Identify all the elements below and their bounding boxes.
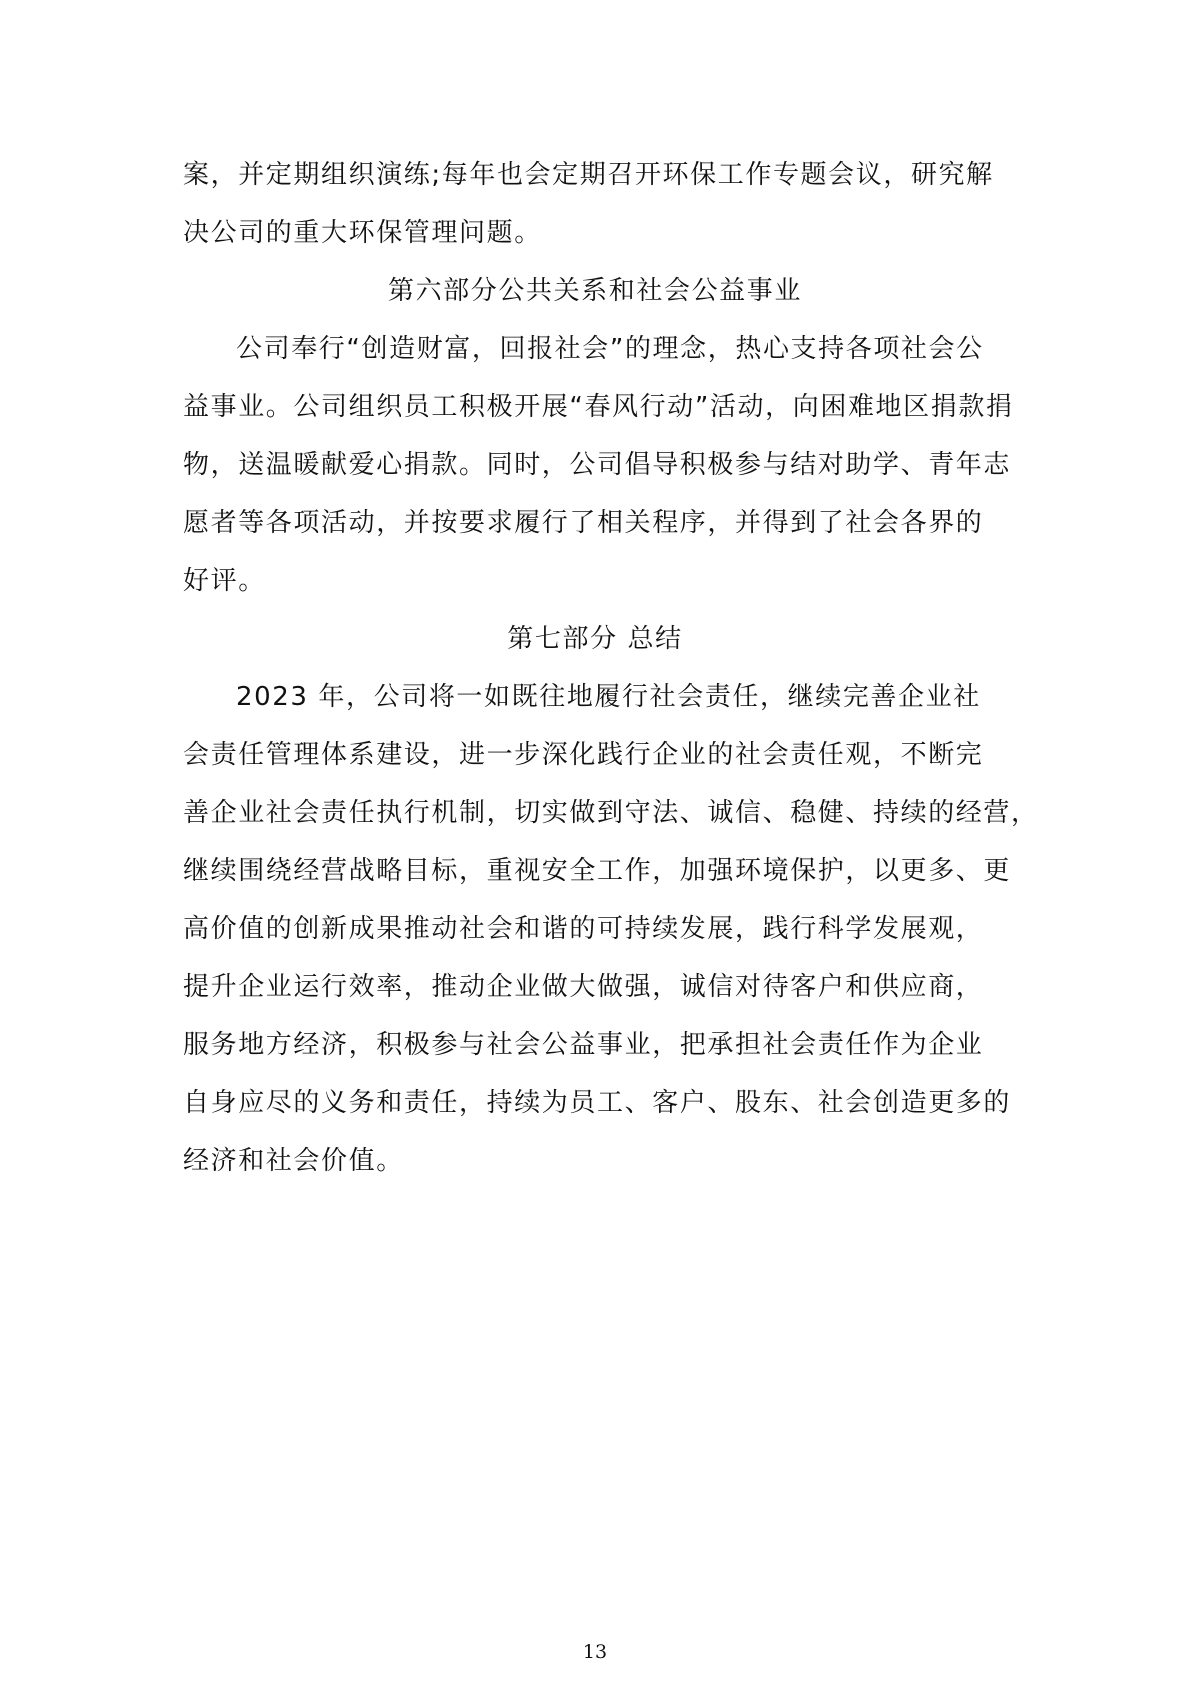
paragraph-line: 2023 年，公司将一如既往地履行社会责任，继续完善企业社	[236, 682, 981, 712]
paragraph-line: 提升企业运行效率，推动企业做大做强，诚信对待客户和供应商，	[183, 972, 984, 1002]
paragraph-line: 案，并定期组织演练;每年也会定期召开环保工作专题会议，研究解	[183, 160, 994, 190]
paragraph-line: 善企业社会责任执行机制，切实做到守法、诚信、稳健、持续的经营，	[183, 798, 1039, 828]
paragraph-line: 高价值的创新成果推动社会和谐的可持续发展，践行科学发展观，	[183, 914, 984, 944]
paragraph-line: 会责任管理体系建设，进一步深化践行企业的社会责任观，不断完	[183, 740, 984, 770]
page-number: 13	[582, 1641, 608, 1663]
paragraph-line: 自身应尽的义务和责任，持续为员工、客户、股东、社会创造更多的	[183, 1088, 1012, 1118]
paragraph-line: 继续围绕经营战略目标，重视安全工作，加强环境保护，以更多、更	[183, 856, 1012, 886]
paragraph-line: 益事业。公司组织员工积极开展“春风行动”活动，向困难地区捐款捐	[183, 392, 1014, 422]
paragraph-line: 好评。	[183, 566, 266, 596]
section-heading-6: 第六部分公共关系和社会公益事业	[387, 276, 802, 306]
paragraph-line: 愿者等各项活动，并按要求履行了相关程序，并得到了社会各界的	[183, 508, 984, 538]
paragraph-line: 服务地方经济，积极参与社会公益事业，把承担社会责任作为企业	[183, 1030, 984, 1060]
paragraph-line: 物，送温暖献爱心捐款。同时，公司倡导积极参与结对助学、青年志	[183, 450, 1012, 480]
section-heading-7: 第七部分 总结	[507, 624, 683, 654]
paragraph-line: 决公司的重大环保管理问题。	[183, 218, 542, 248]
paragraph-line: 经济和社会价值。	[183, 1146, 404, 1176]
paragraph-line: 公司奉行“创造财富，回报社会”的理念，热心支持各项社会公	[236, 334, 984, 364]
